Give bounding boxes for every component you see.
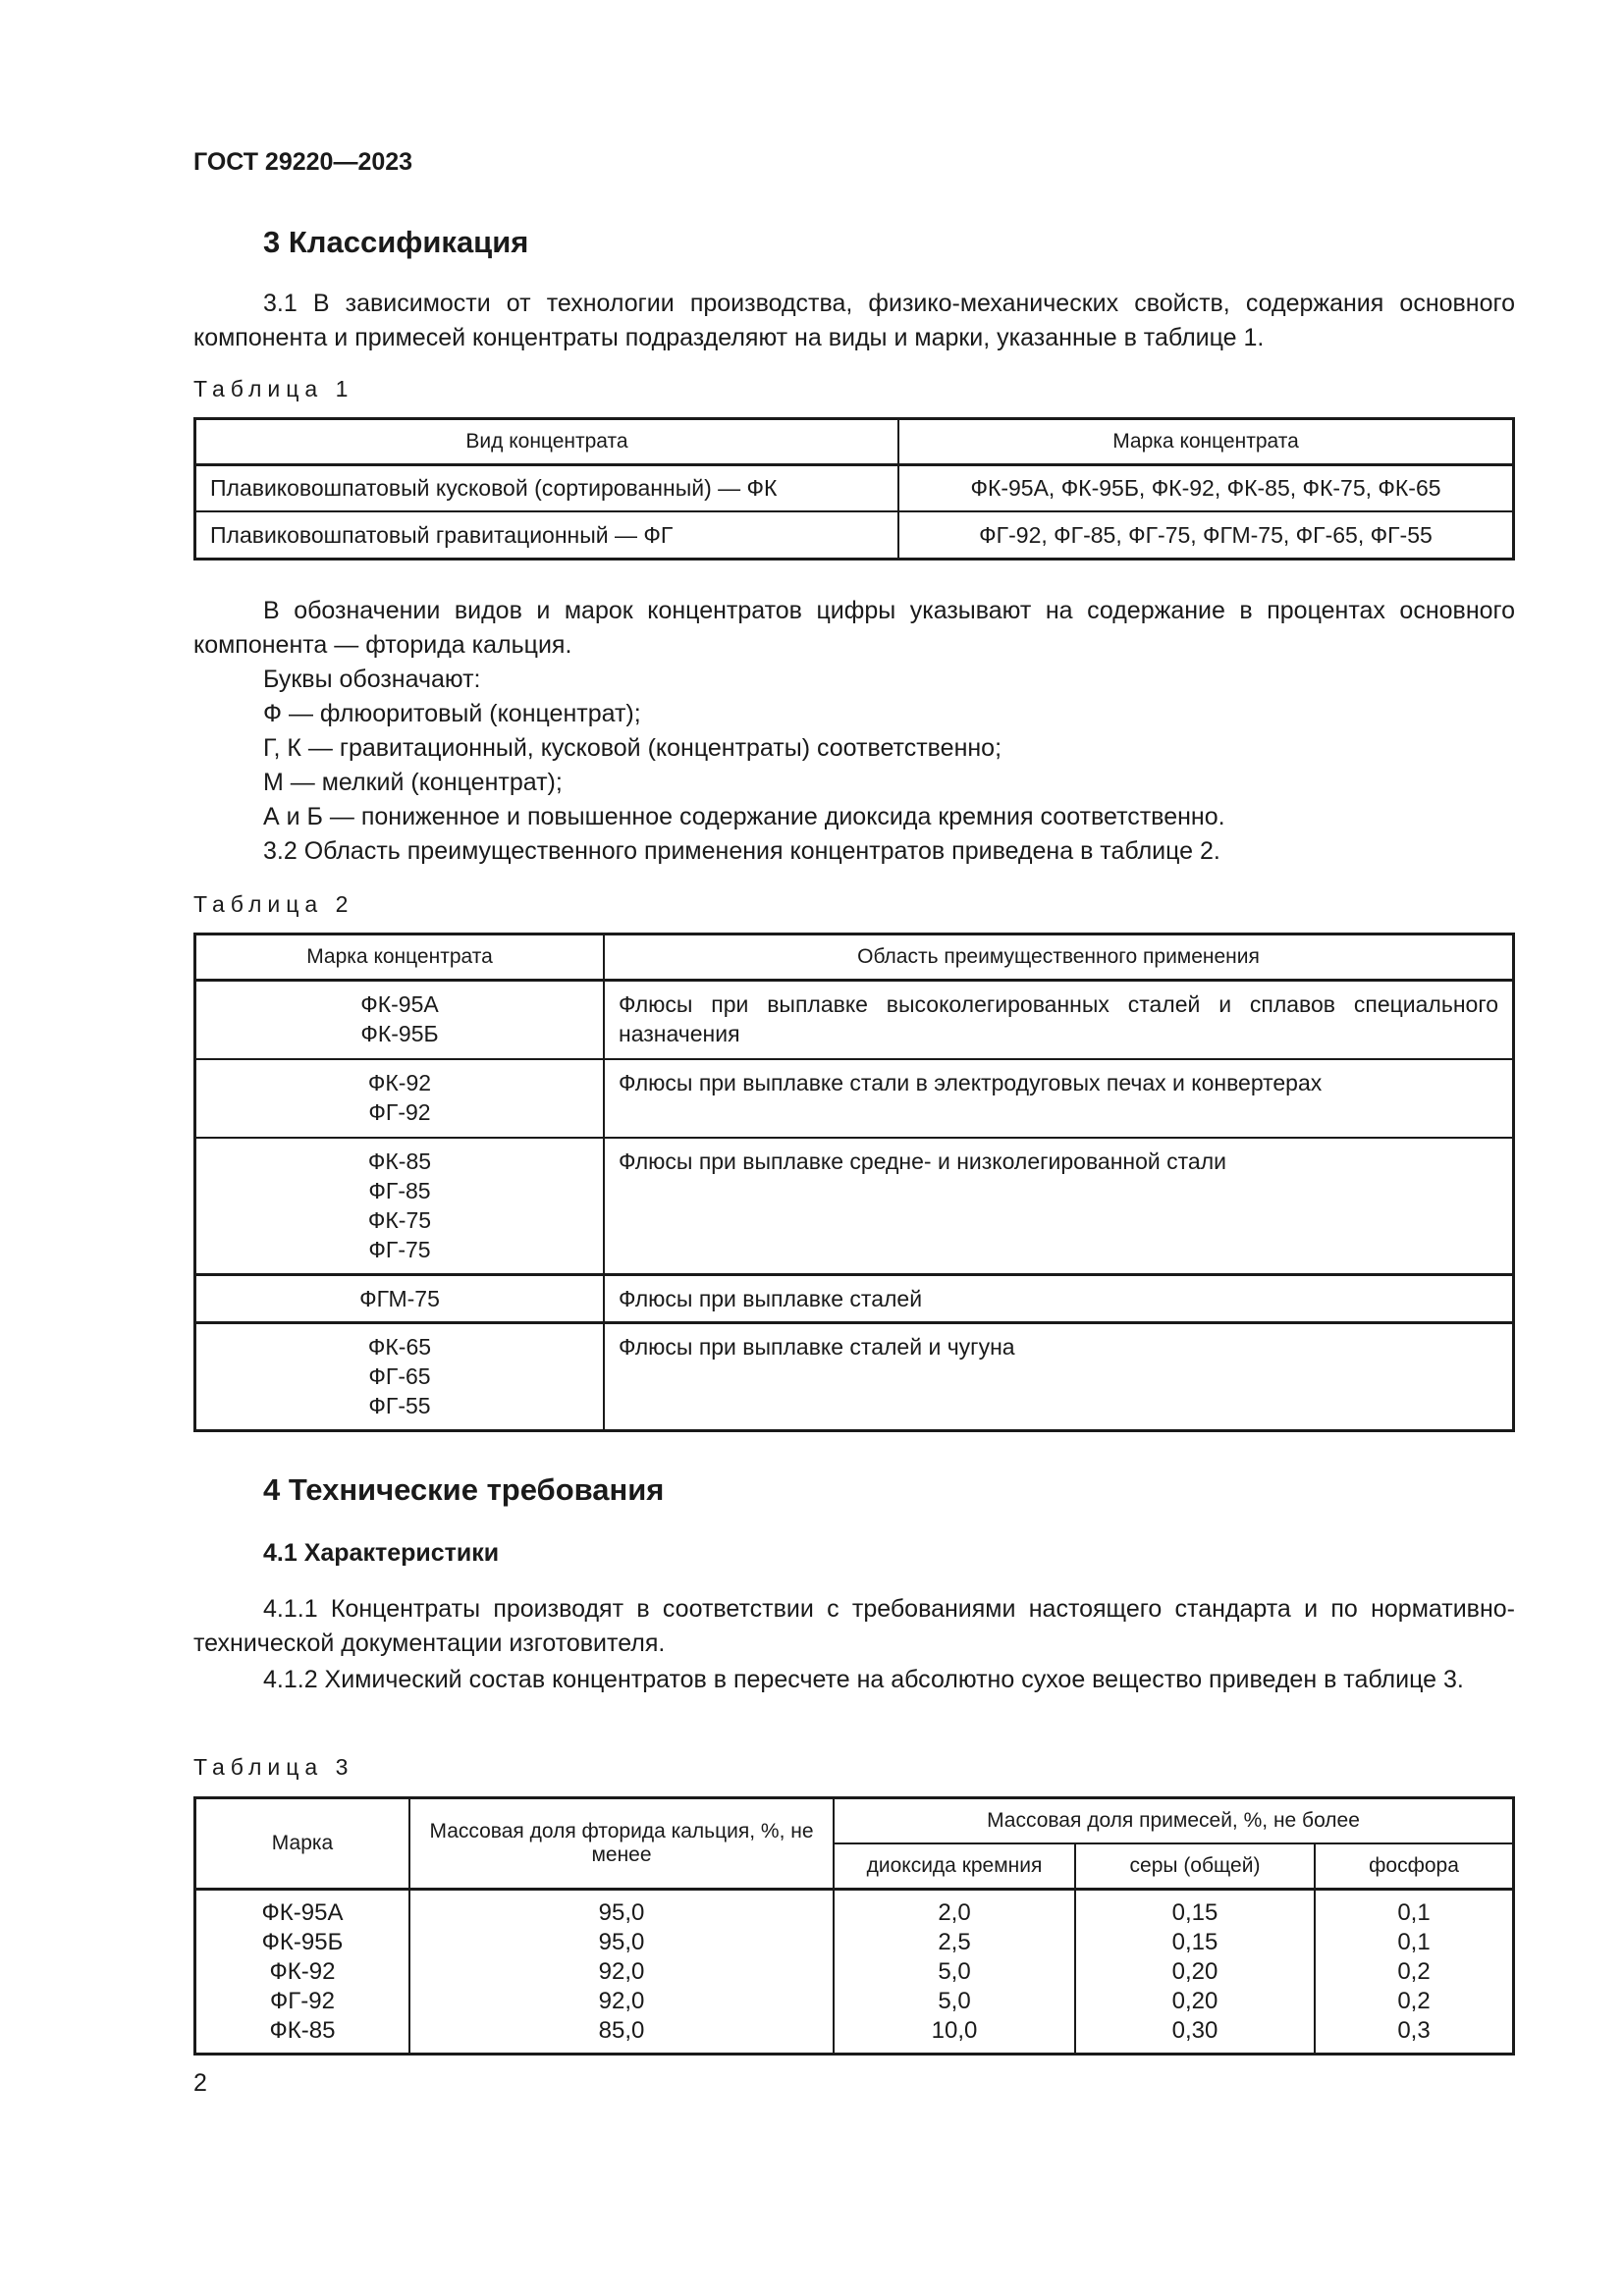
paragraph-4-1-2: 4.1.2 Химический состав концентратов в пересчете на абсолютно сухое вещество приведен в таблице 3.: [263, 1666, 1464, 1693]
table-3-header-grade: Марка: [195, 1798, 410, 1890]
paragraph-3-2: 3.2 Область преимущественного применения концентратов приведена в таблице 2.: [263, 837, 1220, 865]
grade-label: ФГМ-75: [359, 1286, 440, 1311]
table-2-grades-cell: [195, 1138, 605, 1275]
table-1-cell: Плавиковошпатовый гравитационный — ФГ: [195, 511, 899, 560]
paragraph-notation: В обозначении видов и марок концентратов цифры указывают на содержание в процентах основного компонента — фторида кальция.: [193, 597, 1515, 659]
table-3-header-caf2: Массовая доля фторида кальция, %, не менее: [409, 1798, 834, 1890]
table-3-header-sulfur: серы (общей): [1075, 1843, 1315, 1890]
table-3-cell: 5,0: [938, 1958, 971, 1985]
table-2-header-grade: Марка концентрата: [195, 934, 605, 981]
table-3-cell: 92,0: [598, 1988, 645, 2014]
table-3-cell: 0,30: [1171, 2017, 1218, 2044]
document-header: ГОСТ 29220—2023: [193, 148, 413, 176]
table-3-sio2-column: [834, 1890, 1075, 2055]
table-3-cell: 0,20: [1171, 1988, 1218, 2014]
letter-definition: А и Б — пониженное и повышенное содержание диоксида кремния соответственно.: [263, 803, 1225, 830]
letter-definition: М — мелкий (концентрат);: [263, 769, 563, 796]
table-3-cell: 0,20: [1171, 1958, 1218, 1985]
table-3-cell: ФК-92: [269, 1958, 336, 1985]
table-1-cell: ФК-95А, ФК-95Б, ФК-92, ФК-85, ФК-75, ФК-65: [898, 465, 1514, 511]
grade-label: ФГ-55: [368, 1393, 431, 1418]
table-3-cell: 95,0: [598, 1899, 645, 1926]
table-3-caption: Таблица 3: [193, 1754, 354, 1780]
table-3-header-impurities: Массовая доля примесей, %, не более: [834, 1798, 1514, 1843]
section-3-title: 3 Классификация: [263, 225, 529, 259]
letter-definition: Г, К — гравитационный, кусковой (концентраты) соответственно;: [263, 734, 1002, 762]
table-3-cell: 0,15: [1171, 1929, 1218, 1955]
table-1-header-type: Вид концентрата: [195, 419, 899, 465]
table-3-cell: 0,2: [1397, 1958, 1431, 1985]
table-1-header-grade: Марка концентрата: [898, 419, 1514, 465]
grade-label: ФГ-85: [368, 1177, 431, 1203]
table-1-caption: Таблица 1: [193, 376, 354, 401]
letter-definition: Ф — флюоритовый (концентрат);: [263, 700, 641, 727]
table-3-cell: 0,3: [1397, 2017, 1431, 2044]
table-3-phosphorus-column: [1315, 1890, 1514, 2055]
table-3-cell: 0,1: [1397, 1929, 1431, 1955]
table-2-use-cell: Флюсы при выплавке сталей и чугуна: [604, 1323, 1514, 1431]
grade-label: ФГ-65: [368, 1363, 431, 1389]
table-2-use-cell: Флюсы при выплавке средне- и низколегированной стали: [604, 1138, 1514, 1275]
grade-label: ФК-95Б: [360, 1021, 439, 1046]
table-3-cell: 10,0: [931, 2017, 978, 2044]
table-2-grades-cell: [195, 981, 605, 1059]
table-2-caption: Таблица 2: [193, 891, 354, 917]
grade-label: ФГ-92: [368, 1098, 431, 1125]
table-2-use-cell: Флюсы при выплавке высоколегированных сталей и сплавов специального назначения: [604, 981, 1514, 1059]
table-2-grades-cell: [195, 1059, 605, 1138]
table-2-use-cell: Флюсы при выплавке сталей: [604, 1275, 1514, 1323]
table-3-header-phosphorus: фосфора: [1315, 1843, 1514, 1890]
table-2-grades-cell: [195, 1323, 605, 1431]
table-3-cell: 92,0: [598, 1958, 645, 1985]
table-2-use-cell: Флюсы при выплавке стали в электродуговых печах и конвертерах: [604, 1059, 1514, 1138]
grade-label: ФК-75: [367, 1206, 432, 1233]
table-3-cell: 0,15: [1171, 1899, 1218, 1926]
table-3-cell: 2,0: [938, 1899, 971, 1926]
grade-label: ФГ-75: [368, 1236, 431, 1262]
table-2-header-use: Область преимущественного применения: [604, 934, 1514, 981]
table-3-cell: 0,1: [1397, 1899, 1431, 1926]
letters-intro: Буквы обозначают:: [263, 666, 481, 693]
grade-label: ФК-95А: [360, 991, 439, 1017]
table-3-cell: 2,5: [938, 1929, 971, 1955]
section-4-title: 4 Технические требования: [263, 1472, 665, 1507]
table-2-grades-cell: [195, 1275, 605, 1323]
grade-label: ФК-92: [367, 1069, 432, 1095]
table-3-cell: 0,2: [1397, 1988, 1431, 2014]
table-1-cell: ФГ-92, ФГ-85, ФГ-75, ФГМ-75, ФГ-65, ФГ-55: [898, 511, 1514, 560]
table-3-cell: 85,0: [598, 2017, 645, 2044]
table-3-caf2-column: [409, 1890, 834, 2055]
table-3-grade-column: [195, 1890, 410, 2055]
table-3: [193, 1796, 1515, 2056]
table-2: [193, 933, 1515, 1432]
table-3-cell: 95,0: [598, 1929, 645, 1955]
table-1-cell: Плавиковошпатовый кусковой (сортированный) — ФК: [195, 465, 899, 511]
table-3-cell: ФК-95А: [261, 1899, 344, 1926]
table-3-header-sio2: диоксида кремния: [834, 1843, 1075, 1890]
table-3-cell: 5,0: [938, 1988, 971, 2014]
table-3-cell: ФК-85: [269, 2017, 336, 2044]
grade-label: ФК-85: [367, 1148, 432, 1174]
subsection-4-1-title: 4.1 Характеристики: [263, 1539, 500, 1567]
grade-label: ФК-65: [367, 1334, 432, 1360]
table-1: [193, 417, 1515, 561]
table-3-cell: ФГ-92: [270, 1988, 335, 2014]
table-3-cell: ФК-95Б: [261, 1929, 344, 1955]
paragraph-3-1: 3.1 В зависимости от технологии производства, физико-механических свойств, содержания основного компонента и примесей концентраты подразделяют на виды и марки, указанные в таблице 1.: [193, 290, 1515, 351]
table-3-sulfur-column: [1075, 1890, 1315, 2055]
paragraph-4-1-1: 4.1.1 Концентраты производят в соответствии с требованиями настоящего стандарта и по нормативно-технической документации изготовителя.: [193, 1595, 1515, 1657]
page-number: 2: [193, 2069, 207, 2097]
